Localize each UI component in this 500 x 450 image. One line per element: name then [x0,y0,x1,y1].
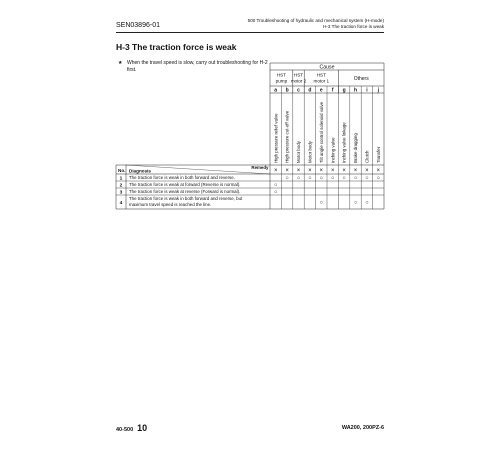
remedy-mark: × [365,167,369,174]
cause-mark: ○ [319,200,323,206]
remedy-mark: × [308,167,312,174]
row-diagnosis: The traction force is weak in both forward and reverse. [129,175,235,181]
footer-model: WA200, 200PZ-6 [341,425,384,431]
cause-name: Transfer [375,146,381,163]
column-letter: c [297,87,300,94]
cause-group-label: HST [293,72,304,78]
cause-mark: ○ [274,189,278,196]
cause-group-label: Others [353,76,369,82]
page-title: H-3 The traction force is weak [116,42,237,52]
remedy-mark: × [285,167,289,174]
remedy-mark: × [330,167,335,174]
column-letter: g [342,87,346,94]
column-letter: d [308,87,312,94]
row-diagnosis: maximum travel speed is reached the line. [129,202,212,208]
remedy-mark: × [376,167,381,174]
cause-name: Clutch [364,150,370,163]
cause-mark: ○ [331,175,335,182]
cause-mark: ○ [365,175,369,182]
column-letter: e [319,87,323,94]
cause-name: Motor body [307,141,313,163]
cause-name: Brake dragging [353,133,359,163]
remedy-mark: × [319,167,324,174]
section-header-line2: H-3 The traction force is weak [323,24,384,29]
cause-group-label: motor 2 [290,78,307,84]
cause-mark: ○ [308,175,312,182]
cause-mark: ○ [353,200,358,206]
column-letter: i [366,87,368,94]
row-diagnosis: The traction force is weak at reverse (Forward is normal). [129,189,241,195]
remedy-mark: × [273,167,278,174]
row-number: 2 [119,183,123,189]
note-text: When the travel speed is slow, carry out troubleshooting for H-2 first. [127,60,268,73]
cause-mark: ○ [285,175,289,182]
column-letter: b [285,87,289,94]
cause-group-label: HST [276,72,286,78]
remedy-mark: × [342,167,346,174]
cause-mark: ○ [353,175,358,182]
cause-group-label: motor 1 [313,78,330,84]
cause-group-label: HST [316,72,326,78]
cause-mark: ○ [342,175,346,182]
cause-name: Inching valve linkage [341,122,347,163]
remedy-label: Remedy [251,164,269,170]
cause-name: Inching valve [330,137,336,163]
footer-section: 40-500 [116,427,134,433]
cause-name: High pressure cut-off valve [284,110,290,163]
cause-name: High pressure relief valve [273,113,279,163]
cause-name: Tilt angle control solenoid valve [318,101,324,163]
no-label: No. [118,167,126,173]
row-number: 4 [119,200,123,206]
column-letter: j [377,87,379,94]
cause-mark: ○ [365,200,369,206]
row-number: 3 [119,190,123,196]
document-code: SEN03896-01 [116,22,160,29]
row-diagnosis: The traction force is weak at forward (Reverse is normal). [129,182,241,188]
column-letter: f [331,87,334,94]
cause-mark: ○ [376,175,380,182]
footer-page [116,423,147,433]
cause-mark: ○ [296,175,301,182]
star-icon: ★ [118,60,123,66]
cause-group-label: pump [275,78,288,84]
cause-mark: ○ [319,175,323,182]
footer-page-number: 10 [137,423,148,433]
diagnosis-label: Diagnosis [129,168,151,174]
column-letter: h [353,87,358,94]
cause-mark: ○ [274,182,278,189]
row-diagnosis: The traction force is weak in both forward and reverse, but [129,196,243,202]
remedy-mark: × [296,167,301,174]
remedy-mark: × [353,167,358,174]
cause-name: Motor body [296,141,302,163]
section-header-line1: 500 Troubleshooting of hydraulic and mechanical system (H-mode) [247,18,384,23]
row-number: 1 [119,176,123,182]
column-letter: a [274,87,278,94]
cause-label: Cause [319,64,335,71]
